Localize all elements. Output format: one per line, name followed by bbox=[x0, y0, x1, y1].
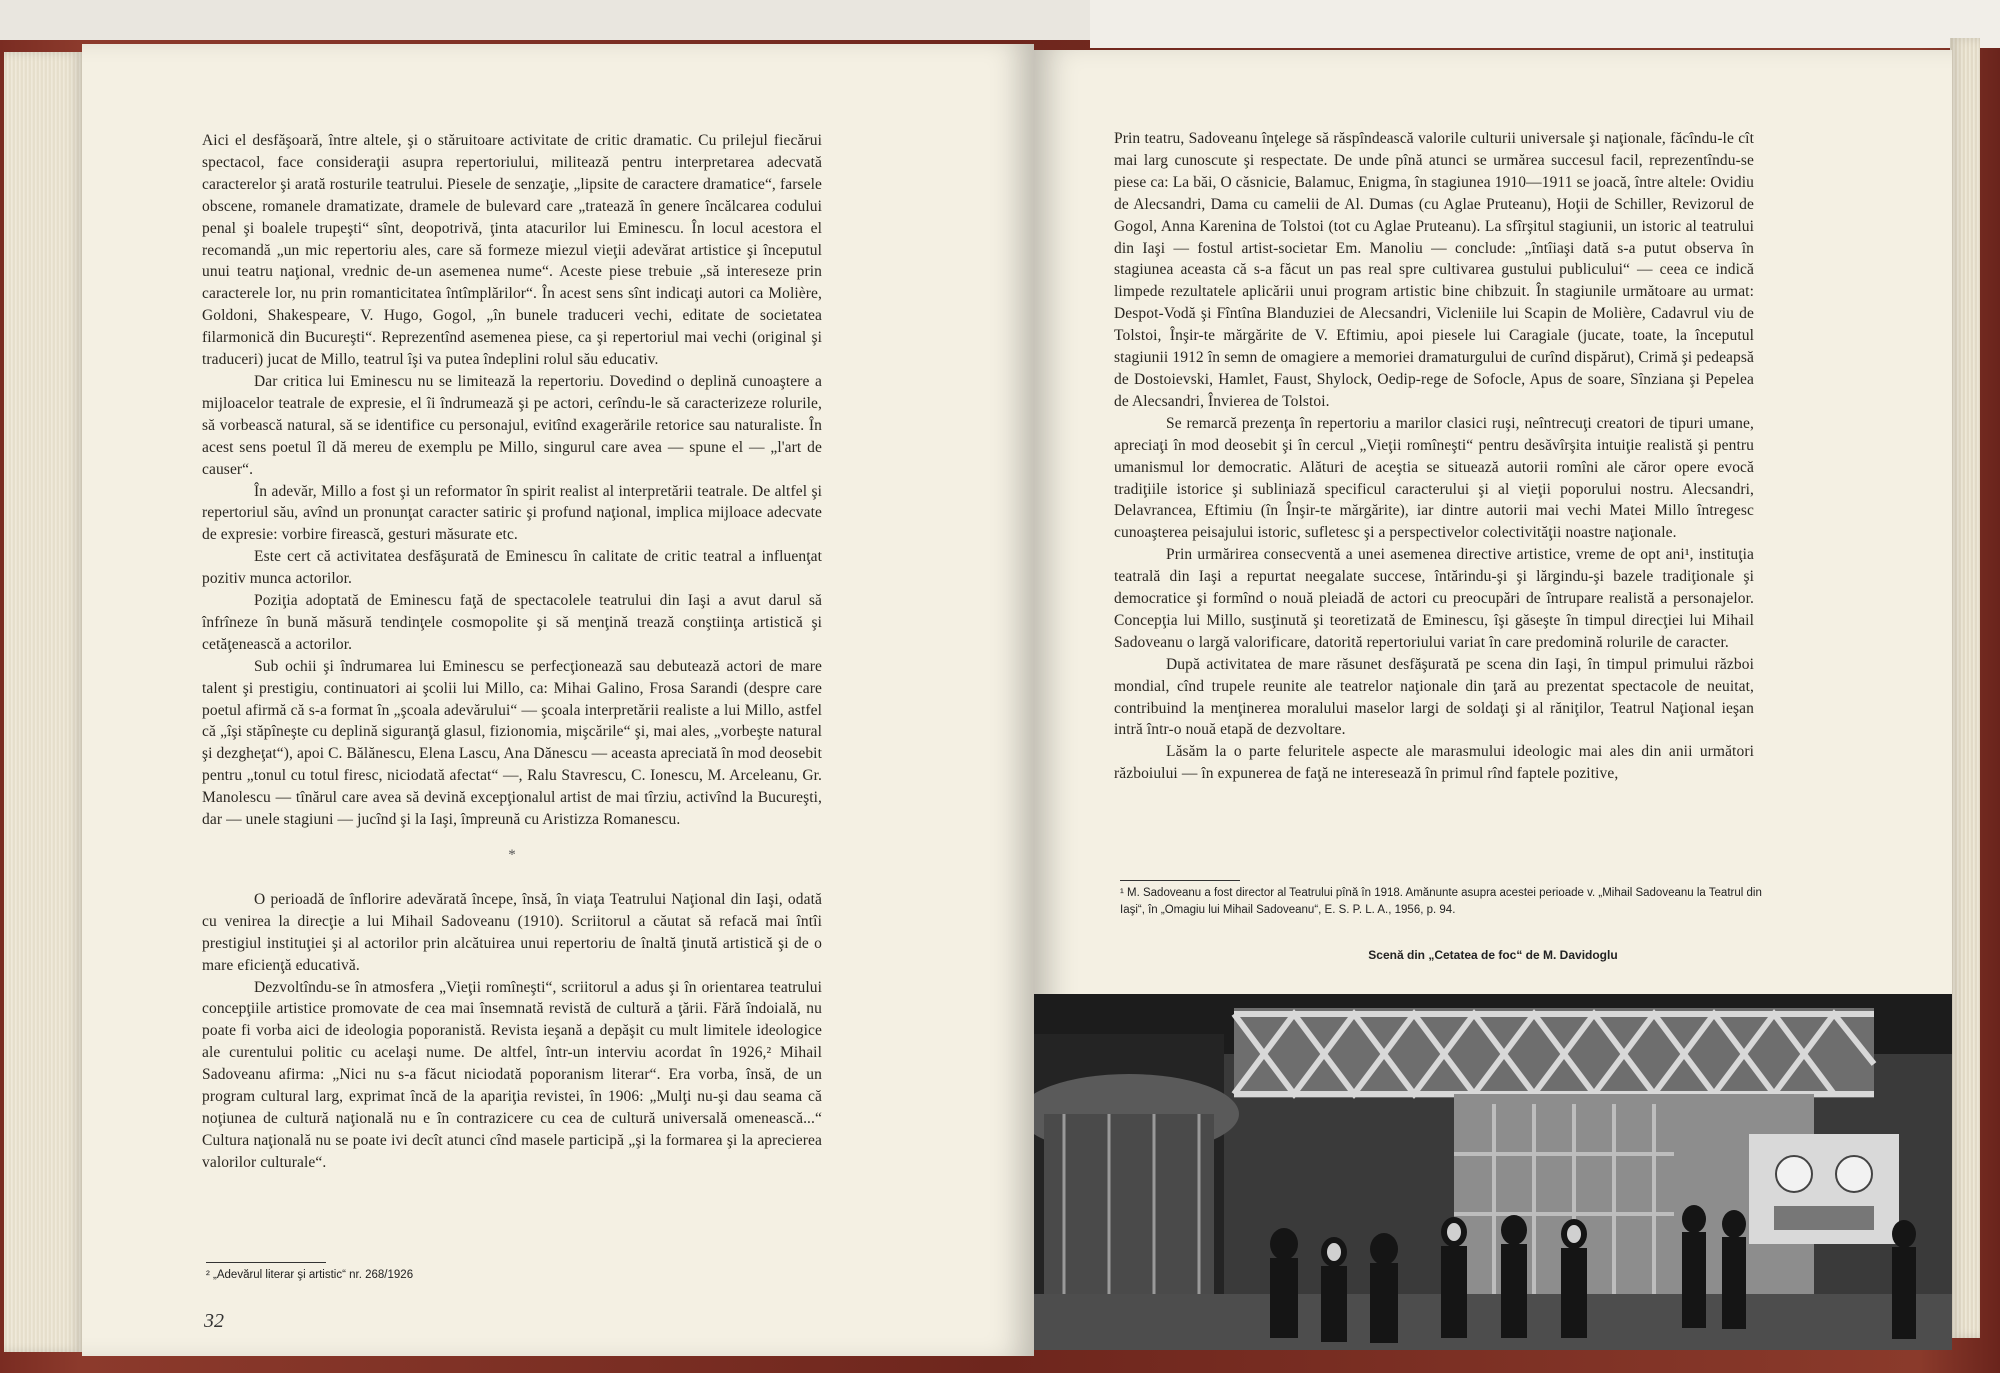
paragraph: Dar critica lui Eminescu nu se limitează la repertoriu. Dovedind o deplină cunoaştere a mijloacelor teatrale de expresie, el îi îndrumează şi pe actori, cerîndu-le să caracterizeze rolurile, să vorbească natural, să se identifice cu personajul, evitînd exagerările retorice sau naturaliste. În acest sens poetul îl dă mereu de exemplu pe Millo, singurul care avea — spune el — „l'art de causer“. bbox=[202, 372, 822, 478]
section-ornament: * bbox=[508, 847, 516, 863]
photo-caption: Scenă din „Cetatea de foc“ de M. Davidoglu bbox=[1368, 948, 1618, 962]
footnote: ² „Adevărul literar şi artistic“ nr. 268/1926 bbox=[206, 1269, 414, 1281]
stage-photo bbox=[1034, 994, 1952, 1350]
paragraph: Se remarcă prezenţa în repertoriu a marilor clasici ruşi, neîntrecuţi creatori de tipuri umane, apreciaţi în mod deosebit şi în cercul „Vieţii romîneşti“ pentru desăvîrşita intuiţie realistă şi pentru umanismul lor democratic. Alături de aceştia se situează autorii romîni ale căror opere evocă tradiţiile istorice şi subliniază specificul caracterului şi al vieţii poporului nostru. Alecsandri, Delavrancea, Eftimiu (în Înşir-te mărgărite), iar dintre autorii mai vechi Matei Millo întregesc cunoaşterea peisajului istoric, sufletesc şi a perspectivelor colectivităţii noastre naţionale. bbox=[1114, 414, 1754, 542]
paragraph: Prin teatru, Sadoveanu înţelege să răspîndească valorile culturii universale şi naţionale, făcîndu-le cît mai larg cunoscute şi respectate. De unde pînă atunci se urmărea succesul facil, reprezentîndu-se piese ca: La băi, O căsnicie, Balamuc, Enigma, în stagiunea 1910—1911 se joacă, între altele: Ovidiu de Alecsandri, Dama cu camelii de Al. Dumas (cu Aglae Pruteanu), Hoţii de Schiller, Revizorul de Gogol, Anna Karenina de Tolstoi (tot cu Aglae Pruteanu). La sfîrşitul stagiunii, un istoric al teatrului din Iaşi — fostul artist-societar Em. Manoliu — conclude: „întîiaşi dată s-a putut observa în stagiunea aceasta că s-a făcut un pas real spre cultivarea gustului publicului“ — ceea ce indică limpede rezultatele aplicării unui program artistic bine chibzuit. În stagiunile următoare au urmat: Despot-Vodă şi Fîntîna Blanduziei de Alecsandri, Vicleniile lui Scapin de Molière, Cadavrul viu de Tolstoi, Înşir-te mărgărite de V. Eftimiu, apoi piesele lui Caragiale (jucate, toate, la începutul stagiunii 1912 în semn de omagiere a memoriei dramaturgului de curînd dispărut), Crimă şi pedeapsă de Dostoievski, Hamlet, Faust, Shylock, Oedip-rege de Sofocle, Apus de soare, Sînziana şi Pepelea de Alecsandri, Învierea de Tolstoi. bbox=[1114, 130, 1754, 410]
left-page bbox=[82, 44, 1034, 1356]
paragraph: Sub ochii şi îndrumarea lui Eminescu se perfecţionează sau debutează actori de mare talent şi prestigiu, continuatori ai şcolii lui Millo, ca: Mihai Galino, Frosa Sarandi (despre care poetul afirmă că s-a format în „şcoala adevărului“ — şcoala interpretării realiste a lui Millo, astfel că „îşi stăpîneşte cu deplină siguranţă glasul, fizionomia, mişcările“ şi, mai ales, „vorbeşte natural şi dezgheţat“), apoi C. Bălănescu, Elena Lascu, Ana Dănescu — aceasta apreciată în mod deosebit pentru „tonul cu totul firesc, niciodată afectat“ —, Ralu Stavrescu, C. Ionescu, M. Arceleanu, Gr. Manolescu — tînărul care avea să devină excepţionalul artist de mai tîrziu, activînd la Bucureşti, dar — unele stagiuni — jucînd şi la Iaşi, împreună cu Aristizza Romanescu. bbox=[202, 657, 822, 829]
paragraph: Dezvoltîndu-se în atmosfera „Vieţii romîneşti“, scriitorul a adus şi în orientarea teatrului concepţiile artistice promovate de cea mai însemnată revistă de cultură a ţării. Fără îndoială, nu poate fi vorba aici de ideologia poporanistă. Revista ieşană a depăşit cu mult limitele ideologice ale curentului politic cu acelaşi nume. De altfel, într-un interviu acordat în 1926,² Mihail Sadoveanu afirma: „Nici nu s-a făcut niciodată poporanism literar“. Era vorba, însă, de un program cultural larg, exprimat încă de la apariţia revistei, în 1906: „Mulţi nu-şi dau seama că noţiunea de cultură naţională nu e în contrazicere cu cea de cultură universală omenească...“ Cultura naţională nu se poate ivi decît atunci cînd masele participă „şi la formarea şi la aprecierea valorilor culturale“. bbox=[202, 978, 822, 1171]
footnote-rule bbox=[206, 1262, 326, 1263]
scan-background bbox=[1090, 0, 2000, 48]
left-page-edges bbox=[4, 52, 82, 1352]
paragraph: În adevăr, Millo a fost şi un reformator în spirit realist al interpretării teatrale. De altfel şi repertoriul său, avînd un pronunţat caracter satiric şi profund naţional, implica mijloace adecvate de expresie: vorbire firească, gesturi măsurate etc. bbox=[202, 482, 822, 544]
paragraph: Este cert că activitatea desfăşurată de Eminescu în calitate de critic teatral a influenţat pozitiv munca actorilor. bbox=[202, 548, 822, 588]
left-page-text bbox=[202, 130, 822, 1174]
paragraph: După activitatea de mare răsunet desfăşurată pe scena din Iaşi, în timpul primului război mondial, cînd trupele reunite ale teatrelor naţionale din ţară au prezentat spectacole de neuitat, contribuind la menţinerea moralului maselor largi de soldaţi şi al răniţilor, Teatrul Naţional ieşan intră într-o nouă etapă de dezvoltare. bbox=[1114, 655, 1754, 739]
right-page-edges bbox=[1950, 38, 1980, 1338]
stage-photo-illustration bbox=[1034, 994, 1952, 1350]
footnote: ¹ M. Sadoveanu a fost director al Teatrului pînă în 1918. Amănunte asupra acestei perioade v. „Mihail Sadoveanu la Teatrul din Iaşi“, în „Omagiu lui Mihail Sadoveanu“, E. S. P. L. A., 1956, p. 94. bbox=[1120, 887, 1762, 916]
paragraph: Lăsăm la o parte feluritele aspecte ale marasmului ideologic mai ales din anii următori războiului — în expunerea de faţă ne interesează în primul rînd faptele pozitive, bbox=[1114, 743, 1754, 783]
paragraph: Prin urmărirea consecventă a unei asemenea directive artistice, vreme de opt ani¹, instituţia teatrală din Iaşi a repurtat neegalate succese, întărindu-şi şi lărgindu-şi bazele tradiţionale şi democratice şi formînd o nouă pleiadă de actori cu preocupări de întrupare realistă a personajelor. Concepţia lui Millo, susţinută şi teoretizată de Eminescu, îşi găseşte în timpul direcţiei lui Mihail Sadoveanu o largă valorificare, datorită repertoriului variat în care predomină rolurile de caracter. bbox=[1114, 546, 1754, 651]
right-page bbox=[1034, 50, 1952, 1350]
paragraph: O perioadă de înflorire adevărată începe, însă, în viaţa Teatrului Naţional din Iaşi, odată cu venirea la direcţie a lui Mihail Sadoveanu (1910). Scriitorul a căutat să refacă mai întîi prestigiul instituţiei şi al actorilor prin alcătuirea unui repertoriu de înaltă ţinută artistică şi de o mare eficienţă educativă. bbox=[202, 890, 822, 974]
paragraph: Poziţia adoptată de Eminescu faţă de spectacolele teatrului din Iaşi a avut darul să înfrîneze în bună măsură tendinţele cosmopolite şi să menţină trează conştiinţa artistică şi cetăţenească a actorilor. bbox=[202, 592, 822, 653]
page-number: 32 bbox=[204, 1310, 224, 1332]
right-footnote-block bbox=[1120, 880, 1780, 919]
right-page-text bbox=[1114, 128, 1754, 785]
footnote-rule bbox=[1120, 880, 1240, 881]
left-footnote-block bbox=[206, 1262, 826, 1284]
paragraph: Aici el desfăşoară, între altele, şi o stăruitoare activitate de critic dramatic. Cu prilejul fiecărui spectacol, face consideraţii asupra repertoriului, militează pentru interpretarea adecvată caracterelor şi arată rosturile teatrului. Piesele de senzaţie, „lipsite de caractere dramatice“, farsele obscene, romanele dramatizate, dramele de bulevard care „tratează în genere încălcarea codului penal şi boalele trupeşti“ sînt, deopotrivă, ţinta atacurilor lui Eminescu. În locul acestora el recomandă „un mic repertoriu ales, care să formeze miezul vieţii adevărat artistice şi începutul unui teatru naţional, vrednic de-un asemenea nume“. Aceste piese trebuie „să intereseze prin caracterele lor, nu prin romanticitatea întîmplărilor“. În acest sens sînt indicaţi autori ca Molière, Goldoni, Shakespeare, V. Hugo, Gogol, „în bunele traduceri vechi, editate de societatea filarmonică din Bucureşti“. Reprezentînd asemenea piese, ca şi repertoriul mai vechi (original şi traduceri) jucat de Millo, teatrul îşi va putea îndeplini rolul său educativ. bbox=[202, 132, 822, 369]
